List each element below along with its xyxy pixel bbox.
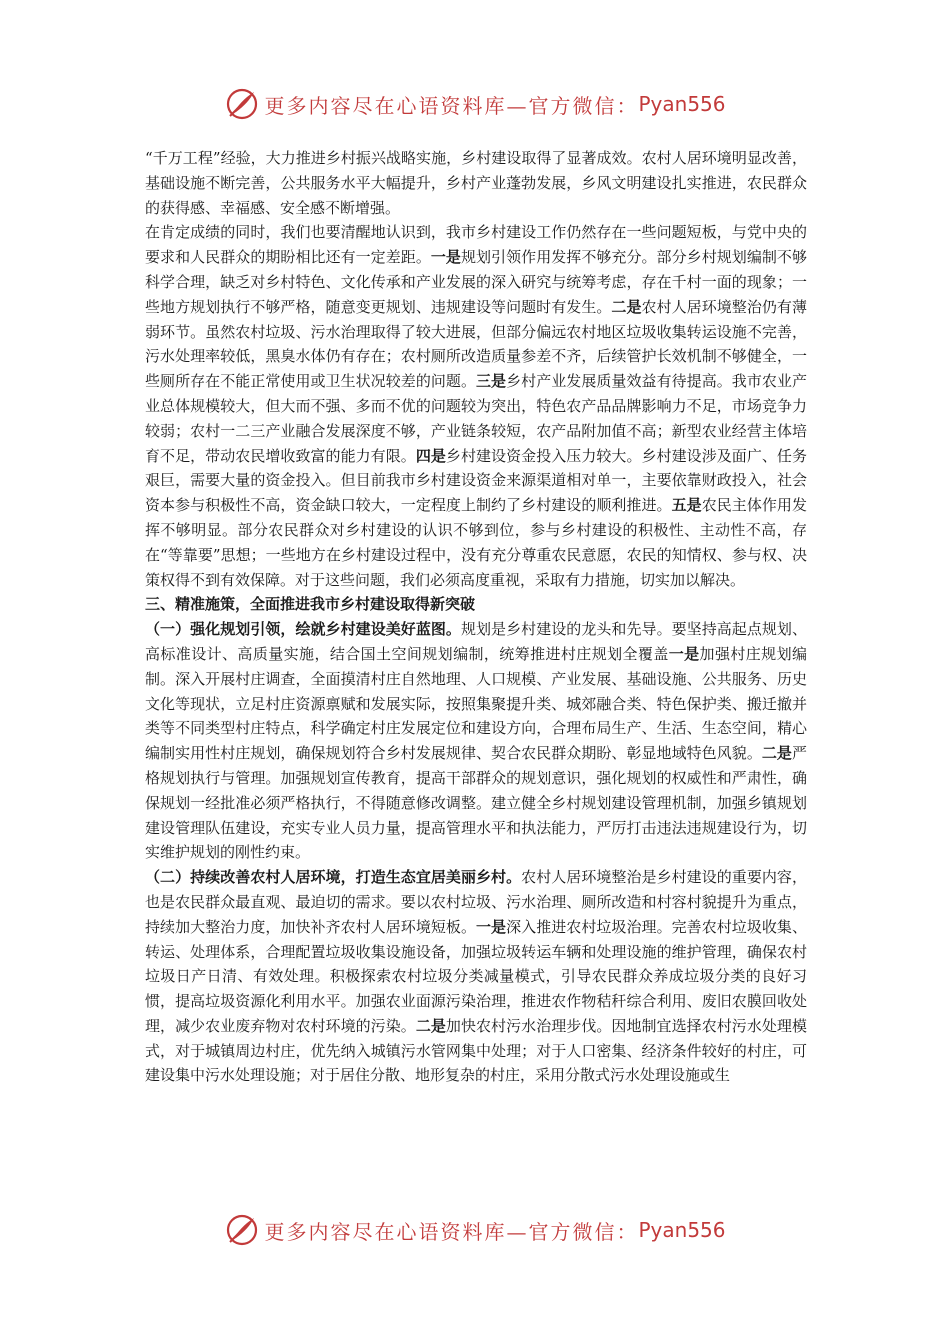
bold-text-run: 二是: [415, 1016, 446, 1035]
bold-text-run: 一是: [476, 917, 507, 936]
text-run: 农村人居环境整治仍有薄弱环节。虽然农村垃圾、污水治理取得了较大进展，但部分偏远农村地区垃圾收集转运设施不完善，污水处理率较低，黑臭水体仍有存在；农村厕所改造质量参差不齐，后续管护长效机制不够健全，一些厕所存在不能正常使用或卫生状况较差的问题。: [145, 297, 807, 391]
text-run: 农村人居环境整治是乡村建设的重要内容，也是农民群众最直观、最迫切的需求。要以农村垃圾、污水治理、厕所改造和村容村貌提升为重点，持续加大整治力度，加快补齐农村人居环境短板。: [145, 868, 807, 936]
watermark-banner-top: [0, 84, 950, 124]
bold-text-run: 四是: [415, 446, 446, 465]
bold-text-run: （一）强化规划引领，绘就乡村建设美好蓝图。: [145, 620, 461, 639]
paragraph: [145, 146, 807, 220]
text-run: 乡村建设资金投入压力较大。乡村建设涉及面广、任务艰巨，需要大量的资金投入。但目前我市乡村建设资金来源渠道相对单一，主要依靠财政投入，社会资本参与积极性不高，资金缺口较大，一定程度上制约了乡村建设的顺利推进。: [145, 446, 807, 515]
feather-pen-logo-icon: [224, 86, 260, 122]
banner-wechat-id: Pyan556: [638, 1218, 726, 1242]
text-run: 严格规划执行与管理。加强规划宣传教育，提高干部群众的规划意识，强化规划的权威性和严肃性，确保规划一经批准必须严格执行，不得随意修改调整。建立健全乡村规划建设管理机制，加强乡镇规划建设管理队伍建设，充实专业人员力量，提高管理水平和执法能力，严厉打击违法违规建设行为，切实维护规划的刚性约束。: [145, 744, 807, 862]
banner-text: 更多内容尽在心语资料库—官方微信：: [264, 1219, 639, 1244]
banner-wechat-id: Pyan556: [638, 92, 726, 116]
paragraph: [145, 865, 807, 1088]
bold-text-run: 一是: [430, 248, 461, 267]
bold-text-run: 五是: [671, 496, 702, 515]
bold-text-run: 三、精准施策，全面推进我市乡村建设取得新突破: [145, 595, 476, 614]
paragraph: [145, 617, 807, 865]
paragraph: [145, 592, 807, 617]
document-body: [145, 146, 807, 1088]
paragraph: [145, 220, 807, 592]
bold-text-run: （二）持续改善农村人居环境，打造生态宜居美丽乡村。: [145, 868, 522, 887]
text-run: 深入推进农村垃圾治理。完善农村垃圾收集、转运、处理体系，合理配置垃圾收集设施设备，加强垃圾转运车辆和处理设施的维护管理，确保农村垃圾日产日清、有效处理。积极探索农村垃圾分类减量模式，引导农民群众养成垃圾分类的良好习惯，提高垃圾资源化利用水平。加强农业面源污染治理，推进农作物秸秆综合利用、废旧农膜回收处理，减少农业废弃物对农村环境的污染。: [145, 917, 807, 1035]
text-run: 在肯定成绩的同时，我们也要清醒地认识到，我市乡村建设工作仍然存在一些问题短板，与党中央的要求和人民群众的期盼相比还有一定差距。: [145, 223, 807, 267]
text-run: 规划是乡村建设的龙头和先导。要坚持高起点规划、高标准设计、高质量实施，结合国土空间规划编制，统筹推进村庄规划全覆盖: [145, 620, 807, 663]
text-run: 乡村产业发展质量效益有待提高。我市农业产业总体规模较大，但大而不强、多而不优的问题较为突出，特色农产品品牌影响力不足，市场竞争力较弱；农村一二三产业融合发展深度不够，产业链条较短，农产品附加值不高；新型农业经营主体培育不足，带动农民增收致富的能力有限。: [145, 372, 807, 465]
banner-text: 更多内容尽在心语资料库—官方微信：: [264, 93, 639, 118]
text-run: 加快农村污水治理步伐。因地制宜选择农村污水处理模式，对于城镇周边村庄，优先纳入城镇污水管网集中处理；对于人口密集、经济条件较好的村庄，可建设集中污水处理设施；对于居住分散、地形复杂的村庄，采用分散式污水处理设施或生: [145, 1016, 807, 1085]
text-run: 农民主体作用发挥不够明显。部分农民群众对乡村建设的认识不够到位，参与乡村建设的积极性、主动性不高，存在“等靠要”思想；一些地方在乡村建设过程中，没有充分尊重农民意愿，农民的知情权、参与权、决策权得不到有效保障。对于这些问题，我们必须高度重视，采取有力措施，切实加以解决。: [145, 496, 807, 589]
feather-pen-logo-icon: [224, 1212, 260, 1248]
bold-text-run: 三是: [476, 372, 507, 391]
bold-text-run: 二是: [611, 297, 642, 316]
bold-text-run: 一是: [668, 644, 700, 663]
bold-text-run: 二是: [761, 744, 792, 763]
watermark-banner-bottom: [0, 1210, 950, 1250]
text-run: 加强村庄规划编制。深入开展村庄调查，全面摸清村庄自然地理、人口规模、产业发展、基础设施、公共服务、历史文化等现状，立足村庄资源禀赋和发展实际，按照集聚提升类、城郊融合类、特色保护类、搬迁撤并类等不同类型村庄特点，科学确定村庄发展定位和建设方向，合理布局生产、生活、生态空间，精心编制实用性村庄规划，确保规划符合乡村发展规律、契合农民群众期盼、彰显地域特色风貌。: [145, 644, 807, 763]
text-run: 规划引领作用发挥不够充分。部分乡村规划编制不够科学合理，缺乏对乡村特色、文化传承和产业发展的深入研究与统筹考虑，存在千村一面的现象；一些地方规划执行不够严格，随意变更规划、违规建设等问题时有发生。: [145, 248, 807, 316]
text-run: “千万工程”经验，大力推进乡村振兴战略实施，乡村建设取得了显著成效。农村人居环境明显改善，基础设施不断完善，公共服务水平大幅提升，乡村产业蓬勃发展，乡风文明建设扎实推进，农民群众的获得感、幸福感、安全感不断增强。: [145, 149, 807, 217]
